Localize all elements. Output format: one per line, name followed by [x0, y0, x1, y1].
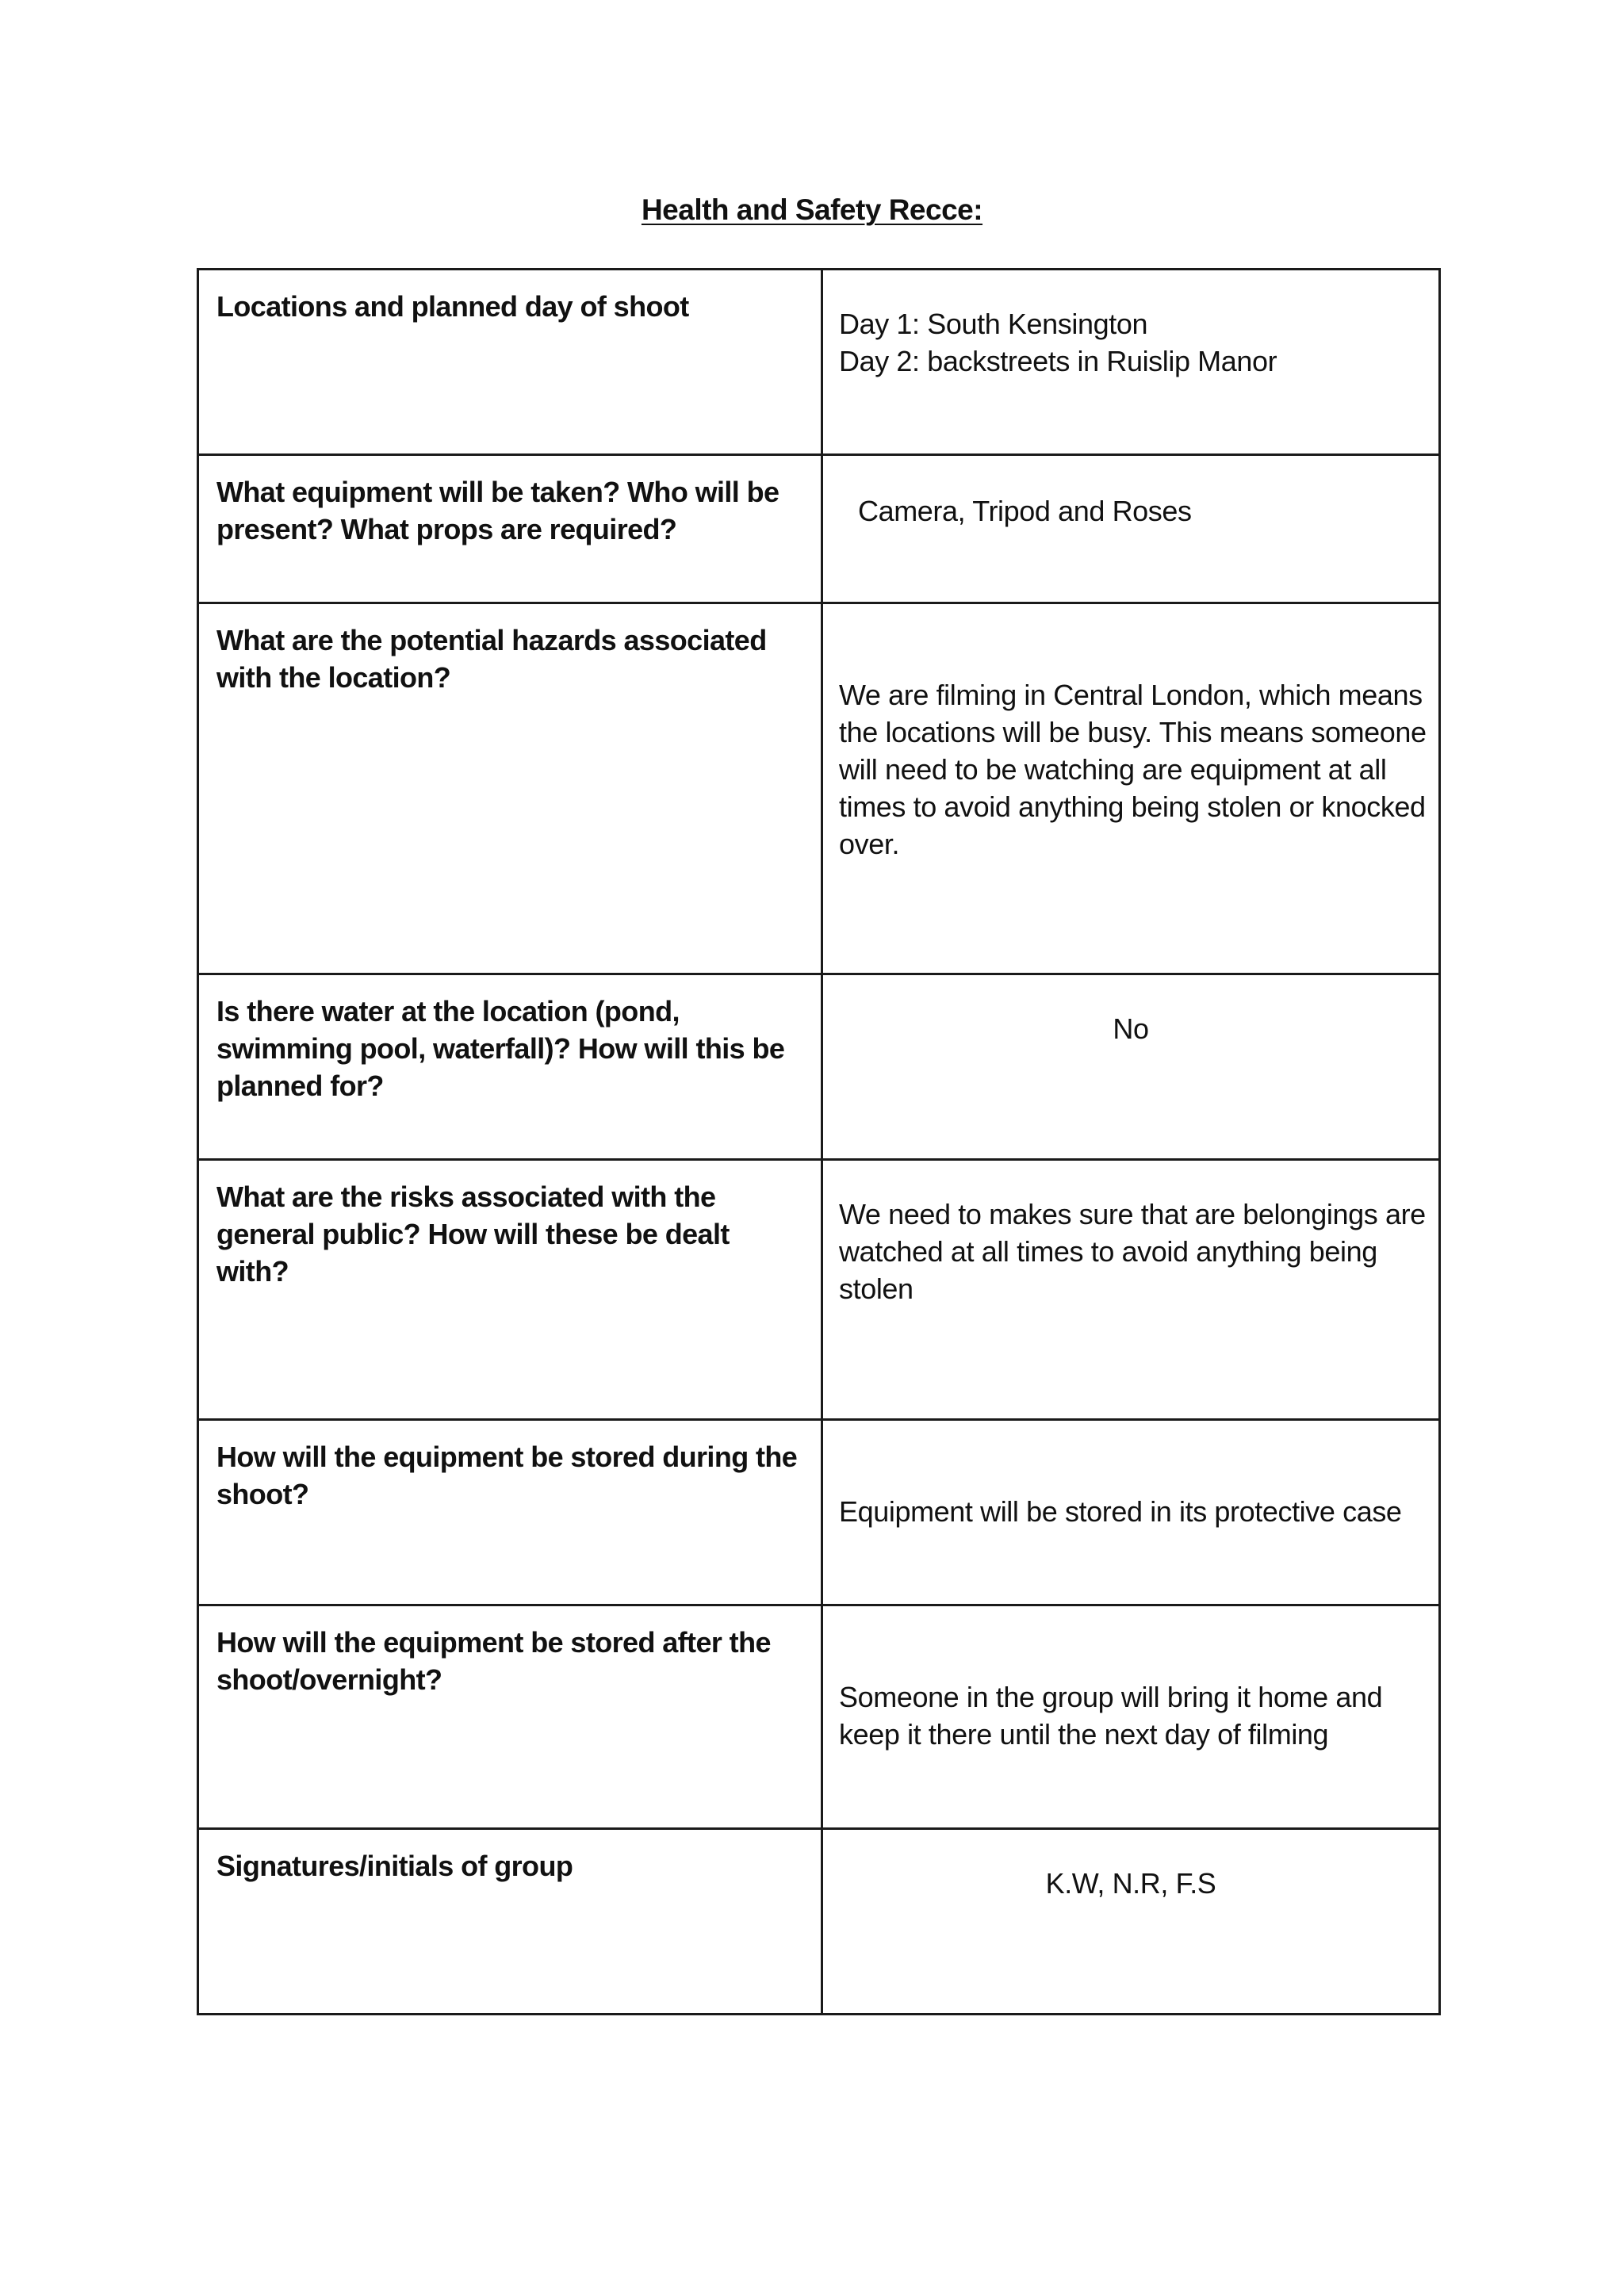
question-cell: [198, 270, 822, 455]
answer-cell: [822, 603, 1440, 974]
page-title: Health and Safety Recce:: [641, 193, 983, 226]
table-row-storage-after: [198, 1605, 1440, 1829]
answer-cell: [822, 455, 1440, 603]
answer-storage-after: Someone in the group will bring it home and keep it there until the next day of filming: [839, 1681, 1383, 1751]
answer-cell: [822, 974, 1440, 1160]
question-cell: [198, 603, 822, 974]
question-public-risks: What are the risks associated with the general public? How will these be dealt with?: [216, 1181, 730, 1288]
table-row-public-risks: [198, 1160, 1440, 1420]
table-row-storage-during: [198, 1420, 1440, 1605]
table-row-equipment: [198, 455, 1440, 603]
answer-cell: [822, 270, 1440, 455]
question-cell: [198, 1160, 822, 1420]
answer-cell: [822, 1160, 1440, 1420]
question-water: Is there water at the location (pond, swimming pool, waterfall)? How will this be planned for?: [216, 995, 785, 1102]
answer-storage-during: Equipment will be stored in its protective case: [839, 1495, 1402, 1528]
answer-equipment: Camera, Tripod and Roses: [858, 495, 1192, 527]
answer-hazards: We are filming in Central London, which means the locations will be busy. This means someone will need to be watching are equipment at all times to avoid anything being stolen or knocked over.: [839, 679, 1427, 860]
table-row-hazards: [198, 603, 1440, 974]
question-cell: [198, 1829, 822, 2015]
question-hazards: What are the potential hazards associated with the location?: [216, 624, 767, 694]
answer-cell: [822, 1605, 1440, 1829]
table-row-signatures: [198, 1829, 1440, 2015]
question-storage-after: How will the equipment be stored after the shoot/overnight?: [216, 1626, 771, 1696]
question-cell: [198, 455, 822, 603]
answer-cell: [822, 1420, 1440, 1605]
table-row-water: [198, 974, 1440, 1160]
answer-public-risks: We need to makes sure that are belongings are watched at all times to avoid anything being stolen: [839, 1198, 1426, 1305]
table-row-locations: [198, 270, 1440, 455]
question-signatures: Signatures/initials of group: [216, 1850, 573, 1882]
question-cell: [198, 974, 822, 1160]
question-locations: Locations and planned day of shoot: [216, 290, 689, 323]
answer-signatures: K.W, N.R, F.S: [1045, 1867, 1216, 1900]
answer-locations: Day 1: South Kensington Day 2: backstreets in Ruislip Manor: [839, 308, 1277, 377]
recce-table: [197, 268, 1441, 2015]
question-equipment: What equipment will be taken? Who will be present? What props are required?: [216, 476, 779, 545]
question-cell: [198, 1420, 822, 1605]
question-storage-during: How will the equipment be stored during the shoot?: [216, 1441, 798, 1510]
answer-water: No: [1113, 1012, 1149, 1045]
question-cell: [198, 1605, 822, 1829]
answer-cell: [822, 1829, 1440, 2015]
